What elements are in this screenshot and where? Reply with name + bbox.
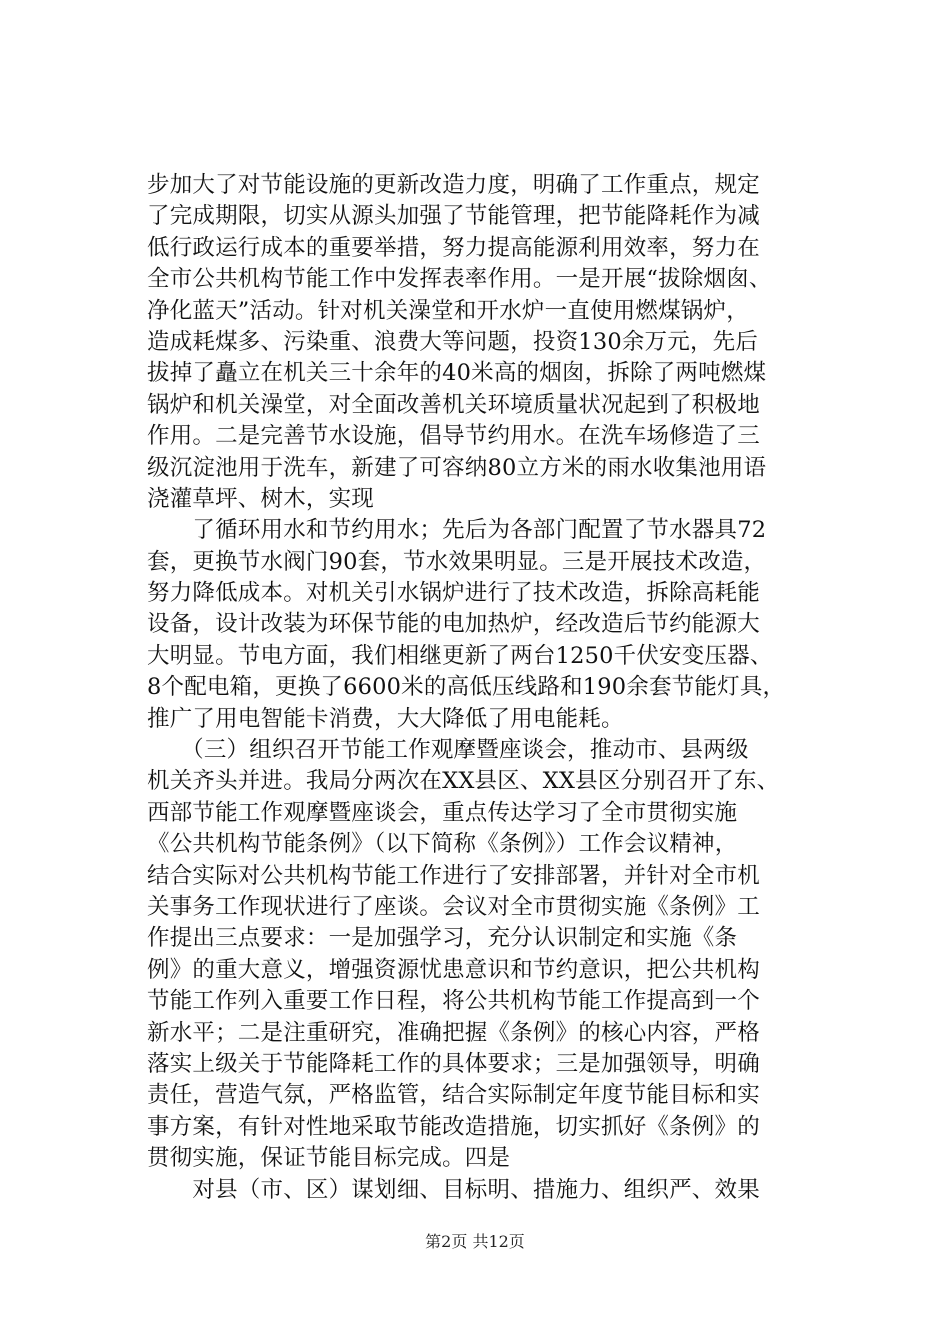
text-line: 机关齐头并进。我局分两次在XX县区、XX县区分别召开了东、	[147, 768, 780, 795]
text-line: 作提出三点要求：一是加强学习，充分认识制定和实施《条	[147, 925, 738, 952]
text-line: 大明显。节电方面，我们相继更新了两台1250千伏安变压器、	[147, 642, 773, 669]
text-line: 8个配电箱，更换了6600米的高低压线路和190余套节能灯具，	[147, 674, 786, 701]
text-line: 低行政运行成本的重要举措，努力提高能源利用效率，努力在	[147, 234, 760, 261]
text-line: 落实上级关于节能降耗工作的具体要求；三是加强领导，明确	[147, 1050, 760, 1077]
text-line: 贯彻实施，保证节能目标完成。四是	[147, 1145, 511, 1172]
text-line: 《公共机构节能条例》（以下简称《条例》）工作会议精神，	[147, 831, 738, 858]
text-line: 新水平；二是注重研究，准确把握《条例》的核心内容，严格	[147, 1019, 760, 1046]
text-line: 作用。二是完善节水设施，倡导节约用水。在洗车场修造了三	[147, 423, 760, 450]
text-line: 结合实际对公共机构节能工作进行了安排部署，并针对全市机	[147, 862, 760, 889]
text-line: 拔掉了矗立在机关三十余年的40米高的烟囱，拆除了两吨燃煤	[147, 360, 767, 387]
text-line: 设备，设计改装为环保节能的电加热炉，经改造后节约能源大	[147, 611, 760, 638]
text-line: 全市公共机构节能工作中发挥表率作用。一是开展“拔除烟囱、	[147, 266, 772, 293]
body-text	[147, 170, 837, 1206]
text-line: 了循环用水和节约用水；先后为各部门配置了节水器具72	[147, 517, 767, 544]
text-line: 西部节能工作观摩暨座谈会，重点传达学习了全市贯彻实施	[147, 799, 738, 826]
text-line: 关事务工作现状进行了座谈。会议对全市贯彻实施《条例》工	[147, 893, 760, 920]
text-line: 努力降低成本。对机关引水锅炉进行了技术改造，拆除高耗能	[147, 580, 760, 607]
text-line: 节能工作列入重要工作日程，将公共机构节能工作提高到一个	[147, 988, 760, 1015]
text-line: 推广了用电智能卡消费，大大降低了用电能耗。	[147, 705, 624, 732]
text-line: 锅炉和机关澡堂，对全面改善机关环境质量状况起到了积极地	[147, 391, 760, 418]
text-line: 了完成期限，切实从源头加强了节能管理，把节能降耗作为减	[147, 203, 760, 230]
text-line: 责任，营造气氛，严格监管，结合实际制定年度节能目标和实	[147, 1082, 760, 1109]
text-line: 步加大了对节能设施的更新改造力度，明确了工作重点，规定	[147, 172, 760, 198]
text-line: 浇灌草坪、树木，实现	[147, 485, 375, 512]
page-number-label: 第2页 共12页	[425, 1232, 525, 1251]
text-line: 造成耗煤多、污染重、浪费大等问题，投资130余万元，先后	[147, 328, 759, 355]
text-line: 事方案，有针对性地采取节能改造措施，切实抓好《条例》的	[147, 1113, 760, 1140]
text-line: （三）组织召开节能工作观摩暨座谈会，推动市、县两级	[147, 737, 749, 764]
page-footer	[0, 1229, 950, 1252]
text-line: 套，更换节水阀门90套，节水效果明显。三是开展技术改造，	[147, 548, 767, 575]
text-line: 净化蓝天”活动。针对机关澡堂和开水炉一直使用燃煤锅炉，	[147, 297, 749, 324]
text-line: 例》的重大意义，增强资源忧患意识和节约意识，把公共机构	[147, 956, 760, 983]
text-line: 级沉淀池用于洗车，新建了可容纳80立方米的雨水收集池用语	[147, 454, 767, 481]
text-line: 对县（市、区）谋划细、目标明、措施力、组织严、效果	[147, 1176, 760, 1203]
